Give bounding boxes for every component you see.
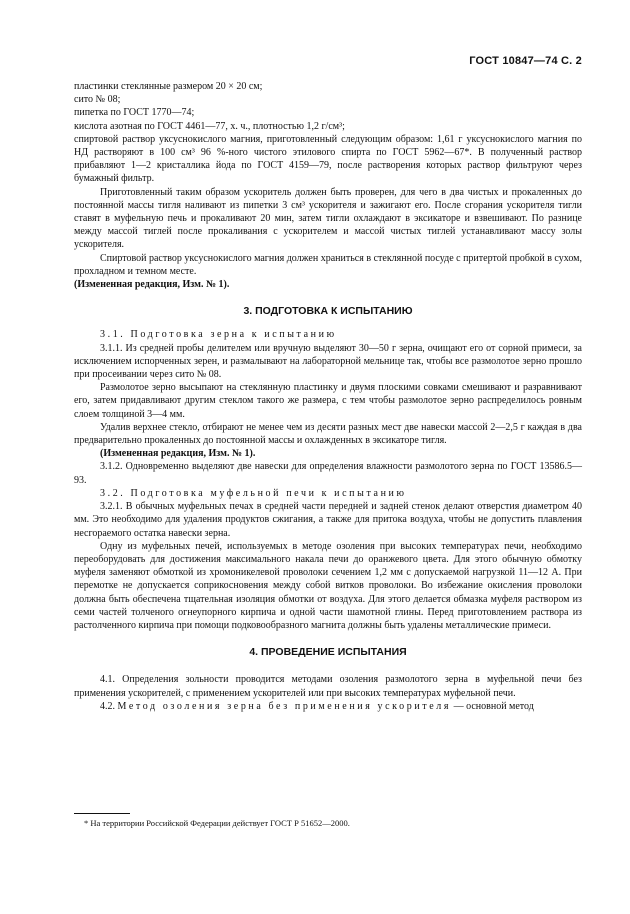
document-body [74,80,582,713]
paragraph-sampling: Удалив верхнее стекло, отбирают не менее чем из десяти разных мест две навески массой 2—2,5 г каждая в два предварительно прокаленных до постоянной массы и охлажденных в эксикаторе тигля. [74,421,582,447]
paragraph-store: Спиртовой раствор уксуснокислого магния должен храниться в стеклянной посуде с притертой пробкой в сухом, прохладном и темном месте. [74,252,582,277]
paragraph-4-1: 4.1. Определения зольности проводится методами озоления размолотого зерна в муфельной печи без применения ускорителей, с применением ускорителей или при высоких температурах муфельной печи. [74,674,582,699]
paragraph-check: Приготовленный таким образом ускоритель должен быть проверен, для чего в два чистых и прокаленных до постоянной массы тигля наливают из пипетки 3 см³ ускорителя и зажигают его. После сгорания ускорителя тигли ставят в муфельную печь и прокаливают 20 мин, затем тигли охлаждают в эксикаторе и взвешивают. По разнице между массой тиглей после прокаливания с ускорителем и массой чистых тиглей устанавливают массу золы ускорителя. [74,186,582,251]
section-4-title: 4. ПРОВЕДЕНИЕ ИСПЫТАНИЯ [249,646,407,659]
subsection-3-2-title: 3.2. Подготовка муфельной печи к испытанию [100,487,407,499]
section-3-title: 3. ПОДГОТОВКА К ИСПЫТАНИЮ [243,305,413,318]
paragraph-ground-grain: Размолотое зерно высыпают на стеклянную пластинку и двумя плоскими совками смешивают и разравнивают его, затем придавливают другим стеклом такого же размера, с тем чтобы размолотое зерно распределилось ровным слоем толщиной 3—4 мм. [74,382,582,420]
paragraph-reagent: спиртовой раствор уксуснокислого магния, приготовленный следующим образом: 1,61 г уксуснокислого магния по НД растворяют в 100 см³ 96 %-ного чистого этилового спирта по ГОСТ 5962—67*. В полученный раствор прибавляют 1—2 кристаллика йода по ГОСТ 4159—79, после растворения которых раствор фильтруют через бумажный фильтр. [74,133,582,185]
paragraph-furnace: Одну из муфельных печей, используемых в методе озоления при высоких температурах печи, необходимо переоборудовать для достижения максимального накала печи до оранжевого цвета. Для этого обычную обмотку муфеля заменяют обмоткой из хромоникелевой проволоки сечением 1,2 мм с допускаемой нагрузкой 11—12 А. При перемотке не допускается соприкосновения между собой витков проволоки. Во избежание окисления проволоки должна быть обеспечена тщательная изоляция обмотки от воздуха. Для этого делается обмазка муфеля раствором из семи частей толченого огнеупорного кирпича и одной части шамотной глины. Перед приготовлением раствора из растолченного кирпича при помощи подковообразного магнита должны быть удалены металлические примеси. [74,540,582,631]
amendment-note-2: (Измененная редакция, Изм. № 1). [100,448,256,460]
list-item: пипетка по ГОСТ 1770—74; [74,107,195,119]
paragraph-4-2-rest: — основной метод [453,700,534,712]
paragraph-3-1-1: 3.1.1. Из средней пробы делителем или вручную выделяют 30—50 г зерна, очищают его от сорной примеси, за исключением испорченных зерен, и размалывают на лабораторной мельнице так, чтобы все размолотое зерно прошло при просеивании через сито № 08. [74,342,582,381]
paragraph-4-2-title: Метод озоления зерна без применения ускорителя [117,700,452,712]
footnote-rule [74,813,130,814]
list-item: пластинки стеклянные размером 20 × 20 см; [74,81,263,92]
paragraph-3-2-1: 3.2.1. В обычных муфельных печах в средней части передней и задней стенок делают отверстия диаметром 40 мм. Это необходимо для удаления продуктов сжигания, а также для притока воздуха, чтобы не допустить плавления несгораемого остатка навески зерна. [74,501,582,539]
footnote: * На территории Российской Федерации действует ГОСТ Р 51652—2000. [84,818,350,828]
page-header: ГОСТ 10847—74 С. 2 [469,55,582,67]
paragraph-4-2 [74,700,582,713]
paragraph-3-1-2: 3.1.2. Одновременно выделяют две навески для определения влажности размолотого зерна по ГОСТ 13586.5—93. [74,461,582,486]
amendment-note: (Измененная редакция, Изм. № 1). [74,279,230,291]
list-item: кислота азотная по ГОСТ 4461—77, х. ч., плотностью 1,2 г/см³; [74,120,345,132]
list-item: сито № 08; [74,94,121,106]
subsection-3-1-title: 3.1. Подготовка зерна к испытанию [100,329,337,341]
document-page [74,0,582,914]
paragraph-4-2-number: 4.2. [100,700,115,712]
